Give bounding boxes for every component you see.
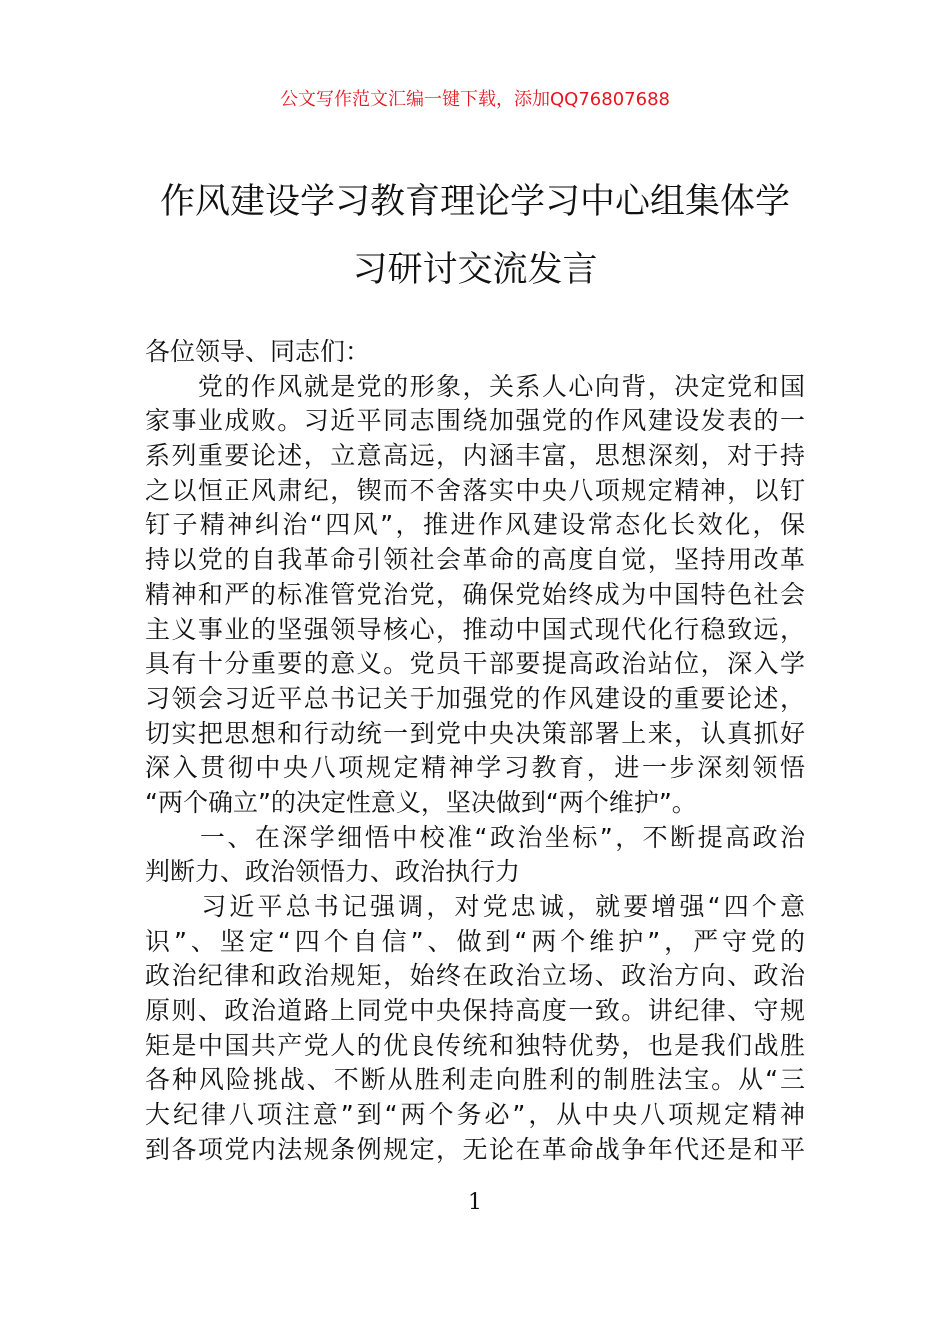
text-line: 切实把思想和行动统一到党中央决策部署上来，认真抓好 [145, 718, 805, 748]
text-line: 党的作风就是党的形象，关系人心向背，决定党和国 [145, 371, 805, 401]
text-line: 钉子精神纠治“四风”，推进作风建设常态化长效化，保 [145, 510, 805, 540]
text-line: 系列重要论述，立意高远，内涵丰富，思想深刻，对于持 [145, 441, 805, 471]
text-line: 持以党的自我革命引领社会革命的高度自觉，坚持用改革 [145, 545, 805, 575]
text-line: 判断力、政治领悟力、政治执行力 [145, 857, 521, 887]
text-line: 习近平总书记强调，对党忠诚，就要增强“四个意 [145, 892, 805, 921]
text-line: 一、在深学细悟中校准“政治坐标”，不断提高政治 [145, 822, 805, 852]
text-line: 矩是中国共产党人的优良传统和独特优势，也是我们战胜 [145, 1030, 805, 1060]
text-line: 各位领导、同志们： [145, 337, 371, 366]
text-line: 到各项党内法规条例规定，无论在革命战争年代还是和平 [145, 1134, 805, 1164]
page-number: 1 [468, 1190, 482, 1215]
text-line: 习领会习近平总书记关于加强党的作风建设的重要论述， [145, 683, 805, 713]
text-line: 各种风险挑战、不断从胜利走向胜利的制胜法宝。从“三 [145, 1065, 805, 1095]
text-line: 政治纪律和政治规矩，始终在政治立场、政治方向、政治 [145, 961, 805, 991]
text-line: 之以恒正风肃纪，锲而不舍落实中央八项规定精神，以钉 [145, 475, 805, 505]
text-line: 大纪律八项注意”到“两个务必”，从中央八项规定精神 [145, 1100, 805, 1130]
text-line: “两个确立”的决定性意义，坚决做到“两个维护”。 [145, 787, 697, 817]
text-line: 主义事业的坚强领导核心，推动中国式现代化行稳致远， [145, 614, 805, 644]
text-line: 具有十分重要的意义。党员干部要提高政治站位，深入学 [145, 649, 805, 679]
text-line: 深入贯彻中央八项规定精神学习教育，进一步深刻领悟 [145, 753, 805, 783]
text-line: 识”、坚定“四个自信”、做到“两个维护”，严守党的 [145, 926, 805, 956]
text-line: 原则、政治道路上同党中央保持高度一致。讲纪律、守规 [145, 996, 805, 1026]
text-line: 家事业成败。习近平同志围绕加强党的作风建设发表的一 [145, 406, 805, 436]
text-line: 精神和严的标准管党治党，确保党始终成为中国特色社会 [145, 579, 805, 609]
document-title-line-2: 习研讨交流发言 [352, 250, 598, 290]
promo-banner: 公文写作范文汇编一键下载，添加QQ76807688 [280, 89, 670, 110]
document-title-line-1: 作风建设学习教育理论学习中心组集体学 [159, 182, 790, 222]
document-body [145, 335, 805, 1168]
